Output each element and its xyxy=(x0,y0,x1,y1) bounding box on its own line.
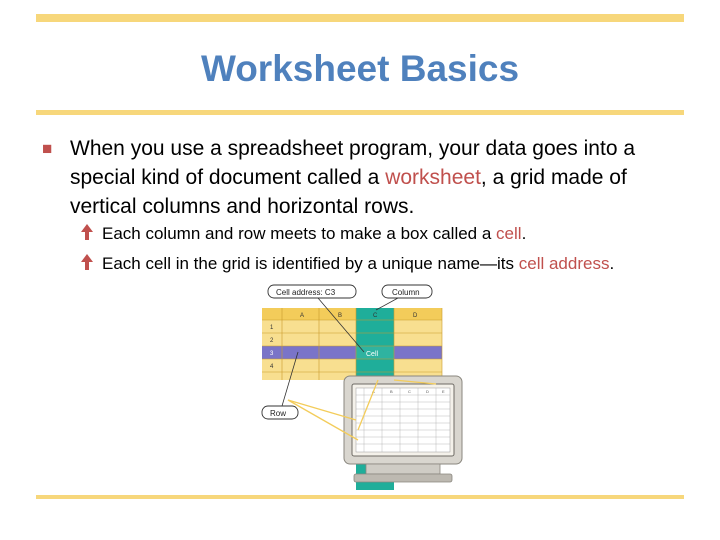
svg-text:Row: Row xyxy=(270,409,287,418)
row-header-3: 3 xyxy=(270,351,274,357)
col-header-a: A xyxy=(300,313,305,319)
arrow-bullet-icon xyxy=(80,223,94,241)
monitor-col-header: E xyxy=(442,389,445,394)
cell-label: Cell xyxy=(366,351,379,358)
col-header-c: C xyxy=(373,313,378,319)
sub-bullet-cell xyxy=(80,222,680,246)
worksheet-illustration xyxy=(258,280,468,490)
monitor-col-header: C xyxy=(408,389,411,394)
col-header-d: D xyxy=(413,313,418,319)
bottom-bar xyxy=(36,495,684,499)
row-header-2: 2 xyxy=(270,338,274,344)
term-cell-address: cell address xyxy=(518,254,610,273)
slide-title: Worksheet Basics xyxy=(200,48,520,89)
monitor-col-header: D xyxy=(426,389,429,394)
svg-text:Cell address: C3: Cell address: C3 xyxy=(276,288,336,297)
monitor-col-header: A xyxy=(372,389,375,394)
row-header-1: 1 xyxy=(270,325,274,331)
sub-bullet-text: Each cell in the grid is identified by a unique name—its cell address. xyxy=(102,254,615,273)
sub-bullet-text: Each column and row meets to make a box called a cell. xyxy=(102,224,527,243)
sub-bullet-cell-address xyxy=(80,252,680,276)
top-bar xyxy=(36,14,684,22)
term-worksheet: worksheet xyxy=(385,166,481,189)
square-bullet-icon: ■ xyxy=(42,139,53,158)
title-divider xyxy=(36,110,684,115)
main-bullet-text: When you use a spreadsheet program, your data goes into a special kind of document called a worksheet, a grid made of vertical columns and horizontal rows. xyxy=(70,137,636,218)
row-header-4: 4 xyxy=(270,364,274,370)
svg-text:Column: Column xyxy=(392,288,420,297)
arrow-bullet-icon xyxy=(80,253,94,271)
term-cell: cell xyxy=(496,224,522,243)
main-bullet xyxy=(42,134,682,221)
highlight-row xyxy=(262,346,442,359)
monitor-col-header: B xyxy=(390,389,393,394)
col-header-b: B xyxy=(338,313,343,319)
